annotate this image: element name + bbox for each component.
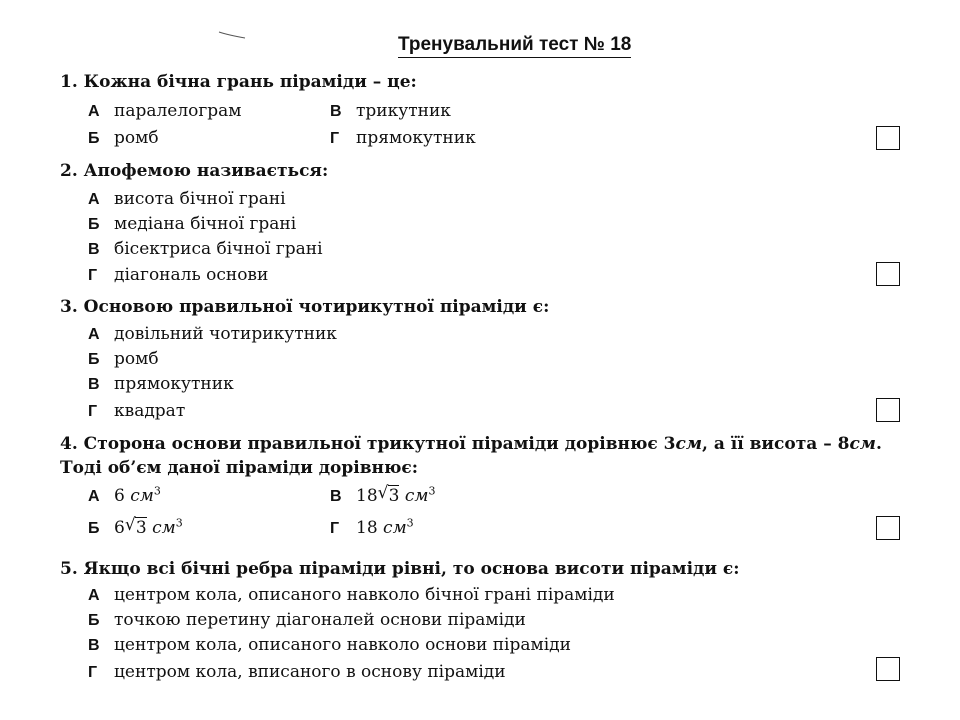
- option-text: ромб: [114, 349, 159, 369]
- option-coef: 18: [356, 518, 378, 538]
- option-text: висота бічної грані: [114, 189, 286, 209]
- option-5g: [88, 660, 506, 685]
- option-text: ромб: [114, 128, 159, 148]
- option-text: бісектриса бічної грані: [114, 239, 323, 259]
- option-exponent: 3: [428, 484, 436, 498]
- option-text: центром кола, описаного навколо основи піраміди: [114, 635, 571, 655]
- option-text: прямокутник: [356, 128, 476, 148]
- sqrt-argument: 3: [388, 486, 400, 506]
- option-letter: А: [88, 326, 100, 343]
- answer-box-1[interactable]: [876, 126, 900, 150]
- option-letter: Б: [88, 351, 100, 368]
- sqrt-argument: 3: [135, 518, 147, 538]
- option-letter: Г: [330, 520, 340, 537]
- sqrt-sign: √ 3: [124, 515, 147, 538]
- question-4-line-2: Тоді об’єм даної піраміди дорівнює:: [60, 458, 419, 478]
- option-text: діагональ основи: [114, 265, 269, 285]
- option-3b: [88, 347, 159, 372]
- sqrt-sign: √ 3: [377, 483, 400, 506]
- page-title: Тренувальний тест № 18: [398, 34, 631, 58]
- option-letter: А: [88, 103, 100, 120]
- option-letter: Г: [88, 403, 98, 420]
- option-text: трикутник: [356, 101, 451, 121]
- option-exponent: 3: [175, 516, 183, 530]
- option-letter: Б: [88, 520, 100, 537]
- question-4-line-1: [60, 432, 882, 456]
- option-text: центром кола, описаного навколо бічної грані піраміди: [114, 585, 615, 605]
- option-letter: В: [88, 376, 100, 393]
- option-letter: А: [88, 587, 100, 604]
- question-4-text-a: 4. Сторона основи правильної трикутної піраміди дорівнює 3: [60, 434, 676, 454]
- option-exponent: 3: [406, 516, 414, 530]
- option-letter: В: [330, 488, 342, 505]
- option-exponent: 3: [153, 484, 161, 498]
- option-text: точкою перетину діагоналей основи піраміди: [114, 610, 526, 630]
- option-letter: В: [88, 241, 100, 258]
- option-letter: Г: [330, 130, 340, 147]
- option-letter: Г: [88, 664, 98, 681]
- option-5a: [88, 583, 615, 608]
- option-letter: А: [88, 488, 100, 505]
- question-1: 1. Кожна бічна грань піраміди – це:: [60, 72, 417, 92]
- question-2: 2. Апофемою називається:: [60, 161, 329, 181]
- question-4-text-c: .: [875, 434, 882, 454]
- question-4-text-b: , а її висота – 8: [702, 434, 850, 454]
- option-letter: В: [88, 637, 100, 654]
- option-unit: см: [404, 486, 429, 506]
- option-unit: см: [130, 486, 154, 506]
- option-4v: [330, 484, 436, 509]
- option-text: квадрат: [114, 401, 186, 421]
- option-letter: В: [330, 103, 342, 120]
- answer-box-5[interactable]: [876, 657, 900, 681]
- option-2v: [88, 237, 323, 262]
- option-1a: [88, 99, 242, 124]
- option-4g: [330, 516, 414, 541]
- unit-cm: см: [675, 434, 703, 454]
- question-5: 5. Якщо всі бічні ребра піраміди рівні, то основа висоти піраміди є:: [60, 559, 740, 579]
- pen-scratch-mark: [218, 30, 246, 40]
- option-letter: А: [88, 191, 100, 208]
- option-letter: Б: [88, 612, 100, 629]
- option-text: довільний чотирикутник: [114, 324, 337, 344]
- answer-box-3[interactable]: [876, 398, 900, 422]
- option-2a: [88, 187, 286, 212]
- option-text: паралелограм: [114, 101, 242, 121]
- option-coef: 6: [114, 518, 125, 538]
- option-1g: [330, 126, 476, 151]
- answer-box-4[interactable]: [876, 516, 900, 540]
- option-text: прямокутник: [114, 374, 234, 394]
- option-coef: 6: [114, 486, 125, 506]
- question-3: 3. Основою правильної чотирикутної піраміди є:: [60, 297, 550, 317]
- option-unit: см: [383, 518, 407, 538]
- option-letter: Б: [88, 130, 100, 147]
- option-1b: [88, 126, 159, 151]
- option-letter: Г: [88, 267, 98, 284]
- option-4b: [88, 516, 183, 541]
- option-3g: [88, 399, 185, 424]
- option-4a: [88, 484, 161, 509]
- option-5v: [88, 633, 571, 658]
- option-letter: Б: [88, 216, 100, 233]
- option-text: медіана бічної грані: [114, 214, 297, 234]
- option-3v: [88, 372, 234, 397]
- option-5b: [88, 608, 526, 633]
- option-2g: [88, 263, 268, 288]
- option-coef: 18: [356, 486, 378, 506]
- answer-box-2[interactable]: [876, 262, 900, 286]
- unit-cm: см: [849, 434, 876, 454]
- option-unit: см: [152, 518, 176, 538]
- option-1v: [330, 99, 451, 124]
- option-text: центром кола, вписаного в основу піраміди: [114, 662, 506, 682]
- option-3a: [88, 322, 337, 347]
- option-2b: [88, 212, 296, 237]
